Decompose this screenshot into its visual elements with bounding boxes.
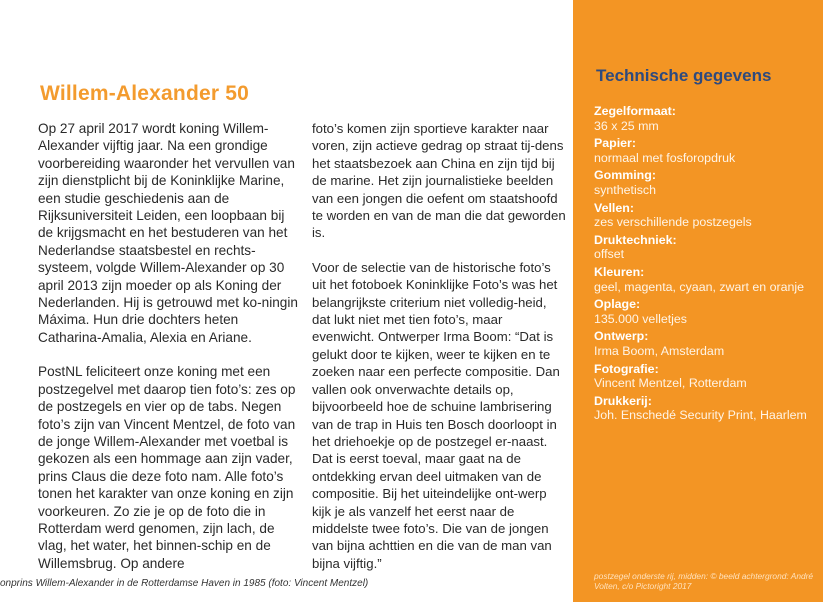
spec-label: Vellen:	[594, 200, 634, 215]
spec-label: Zegelformaat:	[594, 104, 676, 118]
middle-column	[312, 120, 568, 589]
paragraph: Op 27 april 2017 wordt koning Willem-Alexander vijftig jaar. Na een grondige voorbereiding waaronder het vervullen van zijn dienstplicht bij de Koninklijke Marine, een studie geschiedenis aan de Rijksuniversiteit Leiden, een loopbaan bij de krijgsmacht en het bestuderen van het Nederlandse staatsbestel en rechts-systeem, volgde Willem-Alexander op 30 april 2013 zijn moeder op als Koning der Nederlanden. Hij is getrouwd met ko-ningin Máxima. Hun drie dochters heten Catharina-Amalia, Alexia en Ariane.	[38, 121, 298, 345]
spec-item	[594, 329, 809, 358]
paragraph: PostNL feliciteert onze koning met een postzegelvel met daarop tien foto’s: zes op de postzegels en vier op de tabs. Negen foto’s zijn van Vincent Mentzel, de foto van de jonge Willem-Alexander met voetbal is gekozen als een hommage aan zijn vader, prins Claus die deze foto nam. Alle foto’s tonen het karakter van onze koning en zijn voorkeuren. Zo zie je op de foto die in Rotterdam werd genomen, zijn lach, de vlag, het water, het binnen-schip en de Willemsbrug. Op andere	[38, 364, 296, 571]
spec-item	[594, 362, 809, 391]
spec-label: Kleuren:	[594, 264, 645, 279]
spec-label: Fotografie:	[594, 361, 659, 376]
paragraph: Voor de selectie van de historische foto’s uit het fotoboek Koninklijke Foto’s was het belangrijkste criterium niet volledig-heid, dat lukt niet met tien foto’s, maar evenwicht. Ontwerper Irma Boom: “Dat is gelukt door te kijken, weer te kijken en te zoeken naar een perfecte compositie. Dan vallen ook onverwachte details op, bijvoorbeeld hoe de schuine lambrisering van de trap in Huis ten Bosch doorloopt in het driehoekje op de postzegel er-naast. Dat is eerst toeval, maar gaat na de ontdekking ervan deel uitmaken van de compositie. Bij het uiteindelijke ont-werp kijk je als vanzelf het eerst naar de middelste twee foto’s. Die van de jongen van bijna achttien en die van de man van bijna vijftig.”	[312, 259, 560, 571]
spec-item	[594, 136, 809, 165]
spec-item	[594, 104, 809, 133]
spec-label: Drukkerij:	[594, 393, 652, 408]
image-credit: postzegel onderste rij, midden: © beeld achtergrond: André Volten, c/o Pictoright 2017	[594, 571, 814, 591]
spec-value: Irma Boom, Amsterdam	[594, 343, 725, 358]
spec-item	[594, 394, 809, 423]
photo-caption: onprins Willem-Alexander in de Rotterdamse Haven in 1985 (foto: Vincent Mentzel)	[0, 578, 369, 589]
spec-value: 135.000 velletjes	[594, 311, 687, 326]
spec-value: synthetisch	[594, 182, 656, 197]
spec-value: geel, magenta, cyaan, zwart en oranje	[594, 279, 805, 294]
article-title: Willem-Alexander 50	[40, 82, 250, 105]
spec-value: offset	[594, 247, 625, 262]
spec-label: Ontwerp:	[594, 329, 649, 344]
spec-label: Papier:	[594, 136, 637, 151]
spec-item	[594, 233, 809, 262]
left-column	[38, 120, 300, 589]
technical-data-sidebar	[573, 0, 823, 602]
spec-label: Oplage:	[594, 297, 641, 312]
spec-value: Joh. Enschedé Security Print, Haarlem	[594, 408, 807, 423]
spec-value: Vincent Mentzel, Rotterdam	[594, 376, 747, 391]
spec-value: normaal met fosforopdruk	[594, 150, 736, 165]
spec-label: Gomming:	[594, 168, 656, 183]
spec-item	[594, 201, 809, 230]
spec-list	[594, 104, 809, 426]
spec-item	[594, 168, 809, 197]
spec-label: Druktechniek:	[594, 232, 677, 247]
sidebar-heading: Technische gegevens	[596, 66, 772, 85]
spec-item	[594, 297, 809, 326]
spec-item	[594, 265, 809, 294]
spec-value: zes verschillende postzegels	[594, 215, 752, 230]
spec-value: 36 x 25 mm	[594, 118, 659, 133]
paragraph: foto’s komen zijn sportieve karakter naar voren, zijn actieve gedrag op straat tij-dens het staatsbezoek aan China en zijn tijd bij de marine. Het zijn journalistieke beelden van een jongen die oefent om staatshoofd te worden en van de man die dat geworden is.	[312, 121, 566, 241]
